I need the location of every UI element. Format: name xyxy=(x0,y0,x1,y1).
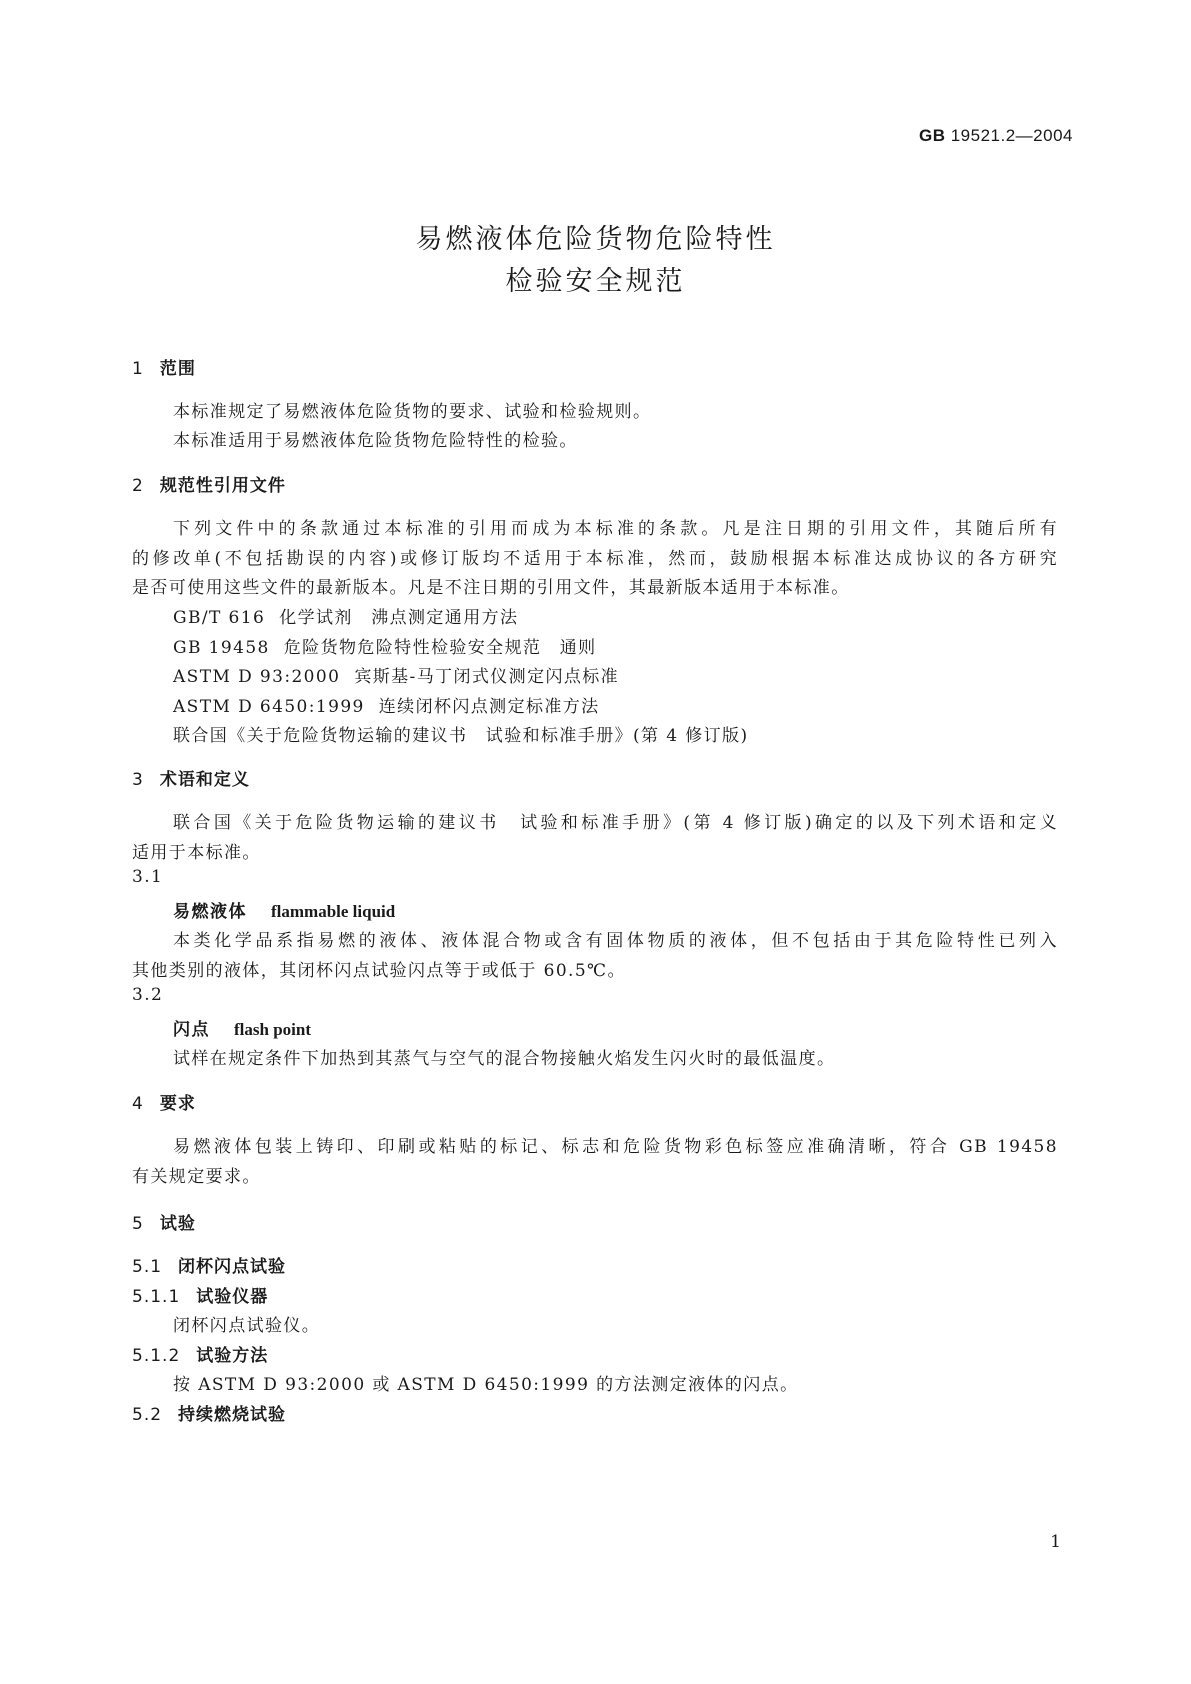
page-number: 1 xyxy=(1050,1532,1061,1552)
reference-item xyxy=(173,603,518,628)
section-5-1-1-text: 闭杯闪点试验仪。 xyxy=(173,1316,321,1336)
section-number: 3 xyxy=(132,770,144,790)
reference-title: 危险货物危险特性检验安全规范 通则 xyxy=(283,638,597,658)
reference-code: GB 19458 xyxy=(173,638,270,658)
term-3-2-number: 3.2 xyxy=(132,985,164,1005)
section-title: 规范性引用文件 xyxy=(159,476,286,496)
term-english: flash point xyxy=(234,1020,311,1039)
section-number: 5.1.1 xyxy=(132,1287,181,1307)
reference-code: ASTM D 6450:1999 xyxy=(173,697,365,717)
section-title: 闭杯闪点试验 xyxy=(178,1257,287,1277)
reference-item xyxy=(173,633,597,658)
section-title: 要求 xyxy=(159,1094,196,1114)
reference-title: 化学试剂 沸点测定通用方法 xyxy=(279,608,519,628)
term-3-2-title xyxy=(173,1015,311,1040)
term-chinese: 易燃液体 xyxy=(173,902,247,922)
section-5-1-1-heading xyxy=(132,1282,268,1307)
section-title: 持续燃烧试验 xyxy=(178,1405,287,1425)
section-4-paragraph-line2: 有关规定要求。 xyxy=(132,1167,261,1187)
section-3-paragraph-line2: 适用于本标准。 xyxy=(132,843,261,863)
section-title: 试验 xyxy=(159,1214,196,1234)
section-2-paragraph-line2: 的修改单(不包括勘误的内容)或修订版均不适用于本标准，然而，鼓励根据本标准达成协议的各方研究 xyxy=(132,549,1058,569)
reference-item xyxy=(173,692,600,717)
section-3-paragraph-line1: 联合国《关于危险货物运输的建议书 试验和标准手册》(第 4 修订版)确定的以及下列术语和定义 xyxy=(173,813,1058,833)
section-5-heading xyxy=(132,1209,196,1234)
reference-title: 连续闭杯闪点测定标准方法 xyxy=(378,697,600,717)
term-english: flammable liquid xyxy=(271,902,396,921)
standard-code: 19521.2—2004 xyxy=(950,126,1073,145)
section-5-1-heading xyxy=(132,1252,286,1277)
section-number: 5 xyxy=(132,1214,144,1234)
reference-item xyxy=(173,662,619,687)
term-3-2-definition: 试样在规定条件下加热到其蒸气与空气的混合物接触火焰发生闪火时的最低温度。 xyxy=(173,1049,836,1069)
term-3-1-title xyxy=(173,897,395,922)
section-2-paragraph-line1: 下列文件中的条款通过本标准的引用而成为本标准的条款。凡是注日期的引用文件，其随后所有 xyxy=(173,519,1058,539)
section-number: 1 xyxy=(132,359,144,379)
section-number: 4 xyxy=(132,1094,144,1114)
section-1-heading xyxy=(132,354,196,379)
section-4-heading xyxy=(132,1089,196,1114)
section-title: 术语和定义 xyxy=(159,770,250,790)
section-number: 5.1 xyxy=(132,1257,163,1277)
section-5-1-2-text: 按 ASTM D 93:2000 或 ASTM D 6450:1999 的方法测定液体的闪点。 xyxy=(173,1375,799,1395)
term-3-1-definition-line2: 其他类别的液体，其闭杯闪点试验闪点等于或低于 60.5℃。 xyxy=(132,961,626,981)
section-title: 试验方法 xyxy=(196,1346,269,1366)
section-2-paragraph-line3: 是否可使用这些文件的最新版本。凡是不注日期的引用文件，其最新版本适用于本标准。 xyxy=(132,578,850,598)
reference-title: 宾斯基-马丁闭式仪测定闪点标准 xyxy=(354,667,620,687)
section-5-2-heading xyxy=(132,1400,286,1425)
standard-number xyxy=(919,126,1073,146)
section-title: 试验仪器 xyxy=(196,1287,269,1307)
term-chinese: 闪点 xyxy=(173,1020,210,1040)
document-title-line2: 检验安全规范 xyxy=(505,266,686,297)
section-number: 5.1.2 xyxy=(132,1346,181,1366)
section-1-paragraph-1: 本标准规定了易燃液体危险货物的要求、试验和检验规则。 xyxy=(173,402,652,422)
term-3-1-definition-line1: 本类化学品系指易燃的液体、液体混合物或含有固体物质的液体，但不包括由于其危险特性已列入 xyxy=(173,931,1058,951)
section-5-1-2-heading xyxy=(132,1341,268,1366)
section-number: 2 xyxy=(132,476,144,496)
section-2-heading xyxy=(132,471,286,496)
section-title: 范围 xyxy=(159,359,196,379)
section-number: 5.2 xyxy=(132,1405,163,1425)
term-3-1-number: 3.1 xyxy=(132,867,164,887)
section-3-heading xyxy=(132,765,250,790)
document-title-line1: 易燃液体危险货物危险特性 xyxy=(415,224,776,255)
reference-item xyxy=(173,721,749,746)
section-1-paragraph-2: 本标准适用于易燃液体危险货物危险特性的检验。 xyxy=(173,431,578,451)
reference-code: ASTM D 93:2000 xyxy=(173,667,341,687)
section-4-paragraph-line1: 易燃液体包装上铸印、印刷或粘贴的标记、标志和危险货物彩色标签应准确清晰，符合 GB 19458 xyxy=(173,1137,1058,1157)
reference-code: GB/T 616 xyxy=(173,608,266,628)
reference-title: 联合国《关于危险货物运输的建议书 试验和标准手册》(第 4 修订版) xyxy=(173,726,749,746)
standard-prefix: GB xyxy=(918,126,946,145)
